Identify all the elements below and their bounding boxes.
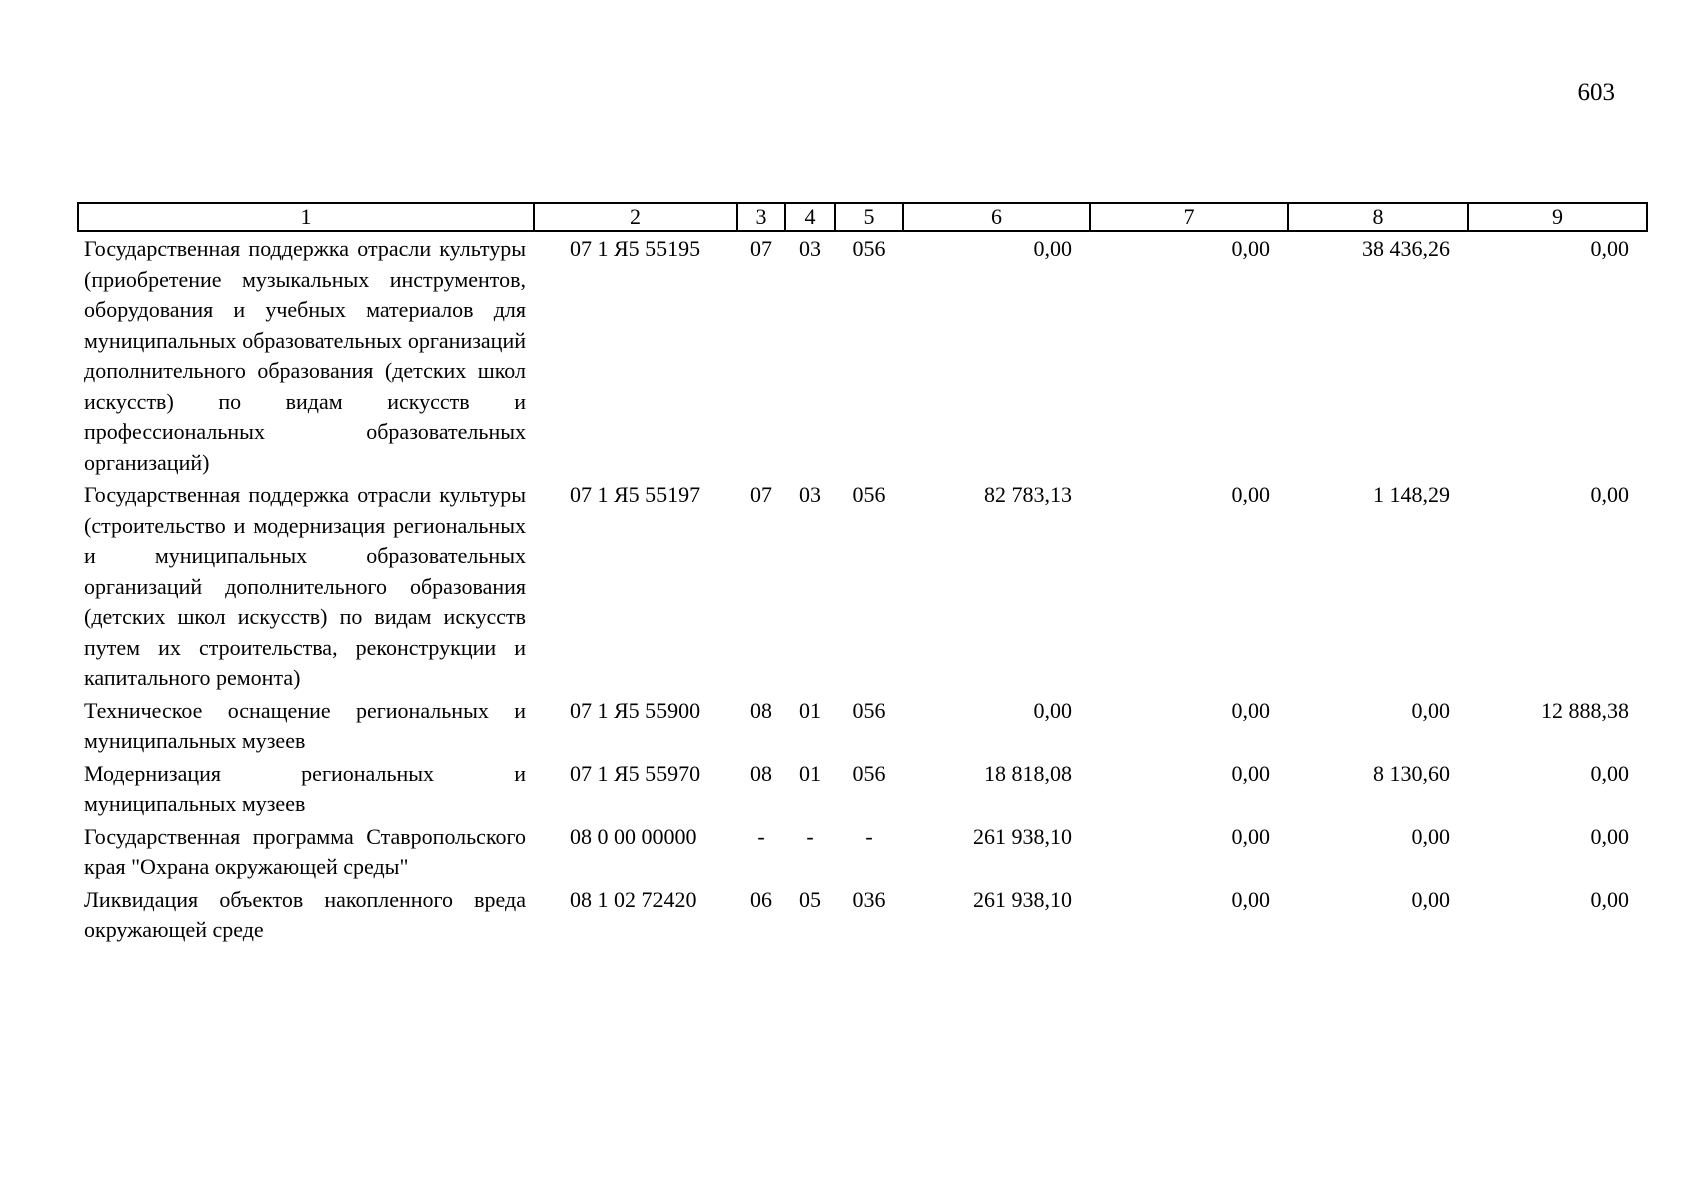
row-col-6: 18 818,08	[984, 760, 1072, 786]
row-code: 07 1 Я5 55195	[570, 236, 701, 261]
row-col-8: 0,00	[1411, 823, 1450, 849]
row-col-7: 0,00	[1231, 823, 1270, 849]
header-col-5: 5	[835, 203, 903, 231]
page-number: 603	[1577, 79, 1615, 106]
budget-table	[77, 202, 1648, 946]
row-code: 07 1 Я5 55970	[570, 760, 701, 786]
row-col-6: 0,00	[1033, 697, 1072, 723]
row-col-9: 0,00	[1590, 886, 1629, 912]
table-row	[78, 883, 1647, 946]
row-col-8: 0,00	[1411, 886, 1450, 912]
row-col-5: 056	[852, 760, 886, 786]
header-col-2: 2	[534, 203, 737, 231]
row-col-8: 38 436,26	[1362, 236, 1450, 261]
row-col-5: 056	[852, 482, 886, 507]
header-col-3: 3	[737, 203, 785, 231]
row-col-6: 261 938,10	[973, 823, 1072, 849]
table-body	[78, 231, 1647, 946]
row-col-3: 08	[750, 697, 772, 723]
row-col-8: 0,00	[1411, 697, 1450, 723]
row-col-4: 05	[799, 886, 821, 912]
row-col-7: 0,00	[1231, 886, 1270, 912]
row-col-9: 0,00	[1590, 482, 1629, 507]
row-col-8: 1 148,29	[1373, 482, 1450, 507]
header-col-1: 1	[78, 203, 534, 231]
row-col-5: 056	[852, 697, 886, 723]
row-col-5: 036	[852, 886, 886, 912]
header-col-7: 7	[1090, 203, 1288, 231]
row-col-9: 12 888,38	[1541, 697, 1629, 723]
row-col-4: 03	[799, 236, 821, 261]
row-col-7: 0,00	[1231, 236, 1270, 261]
table-row	[78, 757, 1647, 820]
header-row	[78, 203, 1647, 231]
row-col-6: 261 938,10	[973, 886, 1072, 912]
table-row	[78, 231, 1647, 478]
row-col-4: 03	[799, 482, 821, 507]
row-col-9: 0,00	[1590, 760, 1629, 786]
row-col-5: -	[865, 823, 873, 849]
header-col-9: 9	[1468, 203, 1647, 231]
row-name: Ликвидация объектов накопленного вреда окружающей среде	[84, 886, 526, 942]
row-col-6: 82 783,13	[984, 482, 1072, 507]
row-col-6: 0,00	[1033, 236, 1072, 261]
row-code: 07 1 Я5 55900	[570, 697, 701, 723]
row-col-4: -	[806, 823, 814, 849]
row-col-7: 0,00	[1231, 697, 1270, 723]
row-col-3: 07	[750, 236, 772, 261]
table-row	[78, 478, 1647, 694]
header-col-4: 4	[785, 203, 835, 231]
header-col-8: 8	[1288, 203, 1468, 231]
row-col-3: 08	[750, 760, 772, 786]
row-col-3: 06	[750, 886, 772, 912]
row-col-9: 0,00	[1590, 823, 1629, 849]
table-row	[78, 694, 1647, 757]
row-name: Государственная поддержка отрасли культуры (строительство и модернизация региональных и муниципальных образовательных организаций дополнительного образования (детских школ искусств) по видам искусств путем их строительства, реконструкции и капитального ремонта)	[84, 482, 526, 690]
row-name: Государственная программа Ставропольского края "Охрана окружающей среды"	[84, 823, 526, 879]
row-col-5: 056	[852, 236, 886, 261]
row-name: Модернизация региональных и муниципальных музеев	[84, 760, 526, 816]
row-code: 08 1 02 72420	[570, 886, 697, 912]
row-col-3: 07	[750, 482, 772, 507]
table-header	[78, 203, 1647, 231]
row-code: 07 1 Я5 55197	[570, 482, 701, 507]
row-col-4: 01	[799, 697, 821, 723]
header-col-6: 6	[903, 203, 1090, 231]
row-code: 08 0 00 00000	[570, 823, 697, 849]
table-row	[78, 820, 1647, 883]
row-col-9: 0,00	[1590, 236, 1629, 261]
row-col-3: -	[757, 823, 765, 849]
row-col-7: 0,00	[1231, 482, 1270, 507]
row-col-7: 0,00	[1231, 760, 1270, 786]
row-name: Техническое оснащение региональных и муниципальных музеев	[84, 697, 526, 753]
row-col-8: 8 130,60	[1373, 760, 1450, 786]
row-col-4: 01	[799, 760, 821, 786]
row-name: Государственная поддержка отрасли культуры (приобретение музыкальных инструментов, оборудования и учебных материалов для муниципальных образовательных организаций дополнительного образования (детских школ искусств) по видам искусств и профессиональных образовательных организаций)	[84, 236, 526, 475]
